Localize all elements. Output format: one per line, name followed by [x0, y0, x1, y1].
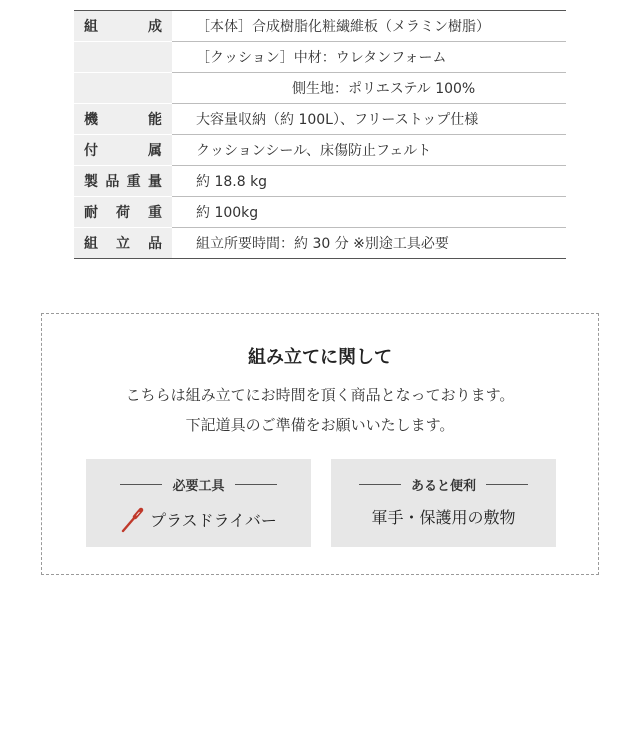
divider	[120, 484, 162, 485]
spec-label-char: 重	[126, 174, 141, 190]
spec-value-assembly: 組立所要時間：約 30 分 ※別途工具必要	[172, 228, 566, 259]
spec-label-char: 量	[147, 174, 162, 190]
spec-label-load-capacity	[74, 197, 172, 228]
spec-label-char: 重	[148, 205, 162, 221]
spec-label-empty	[74, 42, 172, 73]
required-tools-item-text: プラスドライバー	[150, 510, 277, 530]
spec-label-char: 製	[84, 174, 98, 190]
spec-value-weight: 約 18.8 kg	[172, 166, 566, 197]
handy-items-heading	[331, 475, 556, 494]
spec-row-accessories	[74, 135, 566, 166]
handy-items-heading-text: あると便利	[410, 479, 476, 494]
assembly-title: 組み立てに関して	[248, 347, 392, 368]
spec-label-char: 耐	[84, 205, 98, 221]
screwdriver-icon	[120, 505, 148, 533]
divider	[359, 484, 401, 485]
spec-value-cushion-filling: ［クッション］中材：ウレタンフォーム	[172, 42, 566, 73]
spec-row-function	[74, 104, 566, 135]
divider	[486, 484, 528, 485]
spec-label-assembly	[74, 228, 172, 259]
spec-label-char: 立	[116, 236, 130, 252]
spec-label-function	[74, 104, 172, 135]
assembly-description-line1: こちらは組み立てにお時間を頂く商品となっております。	[125, 386, 515, 404]
spec-row-weight	[74, 166, 566, 197]
handy-items-panel	[331, 459, 556, 547]
spec-row-fabric	[74, 73, 566, 104]
handy-items-item	[331, 505, 556, 528]
spec-label-char: 品	[148, 236, 162, 252]
spec-value-cushion-fabric: 側生地：ポリエステル 100%	[172, 73, 566, 104]
spec-value-body-material: ［本体］合成樹脂化粧繊維板（メラミン樹脂）	[172, 11, 566, 42]
spec-value-load-capacity: 約 100kg	[172, 197, 566, 228]
required-tools-heading-text: 必要工具	[172, 479, 225, 494]
spec-label-char: 荷	[116, 205, 130, 221]
divider	[235, 484, 277, 485]
spec-row-cushion	[74, 42, 566, 73]
spec-label-char: 組	[84, 19, 98, 35]
assembly-description-line2: 下記道具のご準備をお願いいたします。	[185, 416, 455, 434]
spec-label-char: 品	[105, 174, 120, 190]
spec-label-accessories	[74, 135, 172, 166]
spec-row-composition	[74, 11, 566, 42]
spec-label-char: 組	[84, 236, 98, 252]
spec-value-function: 大容量収納（約 100L）、フリーストップ仕様	[172, 104, 566, 135]
spec-label-char: 付	[84, 143, 98, 159]
spec-table	[74, 10, 566, 259]
spec-row-assembly	[74, 228, 566, 259]
required-tools-item	[86, 505, 311, 533]
spec-label-char: 機	[84, 112, 98, 128]
handy-items-item-text: 軍手・保護用の敷物	[371, 508, 516, 527]
spec-value-accessories: クッションシール、床傷防止フェルト	[172, 135, 566, 166]
assembly-notice-box	[41, 313, 599, 575]
required-tools-panel	[86, 459, 311, 547]
spec-label-char: 能	[148, 112, 162, 128]
spec-label-composition	[74, 11, 172, 42]
spec-label-char: 成	[148, 19, 162, 35]
spec-label-empty	[74, 73, 172, 104]
spec-label-weight	[74, 166, 172, 197]
spec-row-load-capacity	[74, 197, 566, 228]
required-tools-heading	[86, 475, 311, 494]
spec-label-char: 属	[148, 143, 162, 159]
